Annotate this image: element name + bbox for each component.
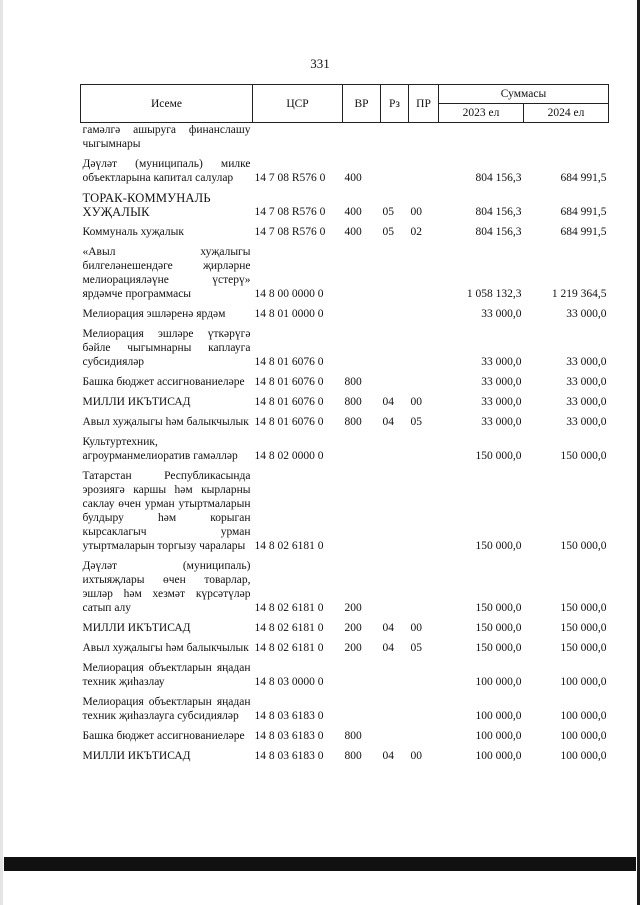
table-row [81, 435, 609, 463]
cell-name: МИЛЛИ ИКЪТИСАД [82, 750, 191, 762]
cell-name: Дәүләт (муниципаль) ихтыяҗлары өчен товарлар, эшләр һәм хезмәт күрсәтүләр сатып алу [82, 560, 251, 614]
header-rz: Рз [381, 85, 409, 123]
cell-sum-2024: 100 000,0 [560, 710, 607, 722]
table-row [81, 327, 609, 369]
cell-pr [409, 559, 439, 615]
cell-csr: 14 8 03 0000 0 [254, 676, 324, 688]
cell-name: Мелиорация эшләре үткәрүгә бәйле чыгымнарны каплауга субсидияләр [82, 328, 251, 368]
cell-sum-2023: 150 000,0 [475, 602, 522, 614]
cell-csr: 14 8 00 0000 0 [254, 288, 324, 300]
cell-name: Коммуналь хуҗалык [82, 226, 184, 238]
cell-pr [409, 469, 439, 553]
cell-name: Мелиорация объектларын яңадан техник җиһазлауга субсидияләр [82, 696, 251, 722]
cell-pr [409, 123, 439, 152]
cell-sum-2023: 150 000,0 [475, 642, 522, 654]
cell-vr: 400 [344, 206, 362, 218]
cell-vr: 800 [344, 396, 362, 408]
table-row [81, 695, 609, 723]
cell-csr: 14 8 01 6076 0 [254, 356, 324, 368]
cell-rz [381, 245, 409, 301]
cell-vr [343, 695, 381, 723]
cell-rz [381, 559, 409, 615]
cell-rz [381, 123, 409, 152]
cell-pr [409, 327, 439, 369]
cell-rz: 04 [382, 396, 394, 408]
cell-rz: 05 [382, 226, 394, 238]
cell-sum-2024: 33 000,0 [566, 376, 607, 388]
cell-rz [381, 695, 409, 723]
header-pr: ПР [409, 85, 439, 123]
cell-csr: 14 7 08 R576 0 [254, 206, 326, 218]
cell-rz [381, 661, 409, 689]
cell-sum-2024 [524, 123, 609, 152]
table-row [81, 641, 609, 655]
cell-pr: 00 [410, 750, 422, 762]
cell-name: Мелиорация объектларын яңадан техник җиһазлау [82, 662, 251, 688]
cell-rz [381, 327, 409, 369]
cell-sum-2023: 33 000,0 [481, 416, 522, 428]
cell-vr: 800 [344, 730, 362, 742]
cell-vr [343, 245, 381, 301]
cell-name: «Авыл хуҗалыгы билгеләнешендәге җирләрне мелиорацияләүне үстерү» ярдәмче программасы [82, 246, 251, 300]
cell-pr [409, 435, 439, 463]
cell-sum-2024: 100 000,0 [560, 750, 607, 762]
header-csr: ЦСР [253, 85, 343, 123]
cell-sum-2023: 100 000,0 [475, 730, 522, 742]
cell-vr [343, 661, 381, 689]
table-row [81, 661, 609, 689]
cell-rz [381, 729, 409, 743]
cell-sum-2023: 804 156,3 [475, 172, 522, 184]
cell-sum-2023: 33 000,0 [481, 376, 522, 388]
cell-sum-2024: 1 219 364,5 [551, 288, 607, 300]
cell-vr [343, 307, 381, 321]
cell-sum-2023: 33 000,0 [481, 308, 522, 320]
header-year-2023: 2023 ел [439, 104, 524, 123]
cell-name: Авыл хуҗалыгы һәм балыкчылык [82, 642, 249, 654]
cell-name: Татарстан Республикасында эрозиягә каршы һәм кырларны саклау өчен урман утыртмаларын булдыру һәм корыган кырсаклагыч урман утыртмаларын торгызу чаралары [82, 470, 251, 552]
cell-csr: 14 8 03 6183 0 [254, 710, 324, 722]
cell-sum-2024: 684 991,5 [560, 172, 607, 184]
cell-csr: 14 8 02 6181 0 [254, 602, 324, 614]
cell-sum-2024: 33 000,0 [566, 396, 607, 408]
table-row [81, 225, 609, 239]
cell-pr: 02 [410, 226, 422, 238]
table-row [81, 469, 609, 553]
scan-bottom-bar [4, 857, 636, 871]
cell-sum-2023: 33 000,0 [481, 356, 522, 368]
cell-sum-2023: 100 000,0 [475, 750, 522, 762]
table-row [81, 157, 609, 185]
cell-name: Культуртехник, агроурманмелиоратив гамәлләр [82, 436, 238, 462]
cell-name: Башка бюджет ассигнованиеләре [82, 376, 245, 388]
cell-sum-2024: 33 000,0 [566, 416, 607, 428]
table-row [81, 621, 609, 635]
cell-csr: 14 8 02 0000 0 [254, 450, 324, 462]
cell-vr: 800 [344, 376, 362, 388]
cell-csr: 14 8 02 6181 0 [254, 540, 324, 552]
cell-sum-2023: 1 058 132,3 [466, 288, 522, 300]
table-row [81, 729, 609, 743]
cell-vr: 200 [344, 622, 362, 634]
cell-csr [253, 123, 343, 152]
cell-sum-2024: 150 000,0 [560, 642, 607, 654]
cell-pr: 00 [410, 622, 422, 634]
table-row [81, 191, 609, 219]
cell-pr [409, 157, 439, 185]
cell-vr: 400 [344, 172, 362, 184]
cell-csr: 14 8 02 6181 0 [254, 642, 324, 654]
cell-csr: 14 8 01 0000 0 [254, 308, 324, 320]
cell-csr: 14 8 01 6076 0 [254, 396, 324, 408]
cell-sum-2024: 100 000,0 [560, 730, 607, 742]
cell-sum-2023: 804 156,3 [475, 206, 522, 218]
cell-name: МИЛЛИ ИКЪТИСАД [82, 622, 191, 634]
cell-sum-2024: 684 991,5 [560, 226, 607, 238]
cell-sum-2024: 150 000,0 [560, 540, 607, 552]
page-number: 331 [310, 56, 330, 71]
cell-vr: 200 [344, 602, 362, 614]
cell-vr: 800 [344, 750, 362, 762]
cell-vr [343, 123, 381, 152]
cell-vr: 800 [344, 416, 362, 428]
table-row [81, 123, 609, 152]
table-row [81, 559, 609, 615]
cell-name: МИЛЛИ ИКЪТИСАД [82, 396, 191, 408]
cell-csr: 14 7 08 R576 0 [254, 172, 326, 184]
cell-name: ТОРАК-КОММУНАЛЬ ХУҖАЛЫК [82, 191, 211, 219]
cell-sum-2024: 33 000,0 [566, 356, 607, 368]
cell-pr [409, 307, 439, 321]
cell-name: Мелиорация эшләренә ярдәм [82, 308, 226, 320]
table-row [81, 375, 609, 389]
cell-name: Башка бюджет ассигнованиеләре [82, 730, 245, 742]
cell-rz: 04 [382, 642, 394, 654]
table-row [81, 415, 609, 429]
cell-csr: 14 8 03 6183 0 [254, 730, 324, 742]
cell-rz [381, 375, 409, 389]
cell-pr: 00 [410, 396, 422, 408]
cell-sum-2023: 804 156,3 [475, 226, 522, 238]
cell-csr: 14 7 08 R576 0 [254, 226, 326, 238]
cell-sum-2023: 33 000,0 [481, 396, 522, 408]
cell-sum-2024: 100 000,0 [560, 676, 607, 688]
cell-sum-2024: 33 000,0 [566, 308, 607, 320]
cell-rz: 04 [382, 416, 394, 428]
cell-csr: 14 8 01 6076 0 [254, 376, 324, 388]
cell-rz [381, 469, 409, 553]
cell-sum-2024: 150 000,0 [560, 622, 607, 634]
cell-rz: 04 [382, 750, 394, 762]
cell-pr [409, 729, 439, 743]
table-body [81, 123, 609, 764]
cell-pr [409, 245, 439, 301]
cell-sum-2023: 150 000,0 [475, 540, 522, 552]
cell-name: Авыл хуҗалыгы һәм балыкчылык [82, 416, 249, 428]
budget-table [80, 84, 609, 763]
cell-pr [409, 375, 439, 389]
cell-pr: 05 [410, 416, 422, 428]
cell-vr [343, 327, 381, 369]
table-header [81, 85, 609, 123]
cell-rz: 04 [382, 622, 394, 634]
header-vr: ВР [343, 85, 381, 123]
scan-left-edge [0, 0, 3, 905]
cell-rz [381, 307, 409, 321]
cell-csr: 14 8 02 6181 0 [254, 622, 324, 634]
cell-sum-2023: 100 000,0 [475, 710, 522, 722]
table-row [81, 307, 609, 321]
cell-sum-2023: 150 000,0 [475, 622, 522, 634]
header-sums: Суммасы [439, 85, 609, 104]
cell-name: Дәүләт (муниципаль) милке объектларына капитал салулар [82, 158, 251, 184]
cell-rz [381, 435, 409, 463]
cell-sum-2024: 150 000,0 [560, 602, 607, 614]
cell-csr: 14 8 01 6076 0 [254, 416, 324, 428]
cell-pr: 05 [410, 642, 422, 654]
cell-csr: 14 8 03 6183 0 [254, 750, 324, 762]
cell-sum-2023: 150 000,0 [475, 450, 522, 462]
table-row [81, 749, 609, 763]
cell-vr [343, 469, 381, 553]
cell-rz [381, 157, 409, 185]
cell-sum-2023 [439, 123, 524, 152]
header-year-2024: 2024 ел [524, 104, 609, 123]
cell-sum-2024: 150 000,0 [560, 450, 607, 462]
cell-vr: 400 [344, 226, 362, 238]
cell-name: гамәлгә ашыруга финанслашу чыгымнары [82, 124, 251, 150]
cell-sum-2024: 684 991,5 [560, 206, 607, 218]
cell-pr: 00 [410, 206, 422, 218]
table-row [81, 245, 609, 301]
cell-vr: 200 [344, 642, 362, 654]
table-row [81, 395, 609, 409]
cell-rz: 05 [382, 206, 394, 218]
cell-vr [343, 435, 381, 463]
header-name: Исеме [81, 85, 253, 123]
cell-pr [409, 661, 439, 689]
cell-pr [409, 695, 439, 723]
cell-sum-2023: 100 000,0 [475, 676, 522, 688]
